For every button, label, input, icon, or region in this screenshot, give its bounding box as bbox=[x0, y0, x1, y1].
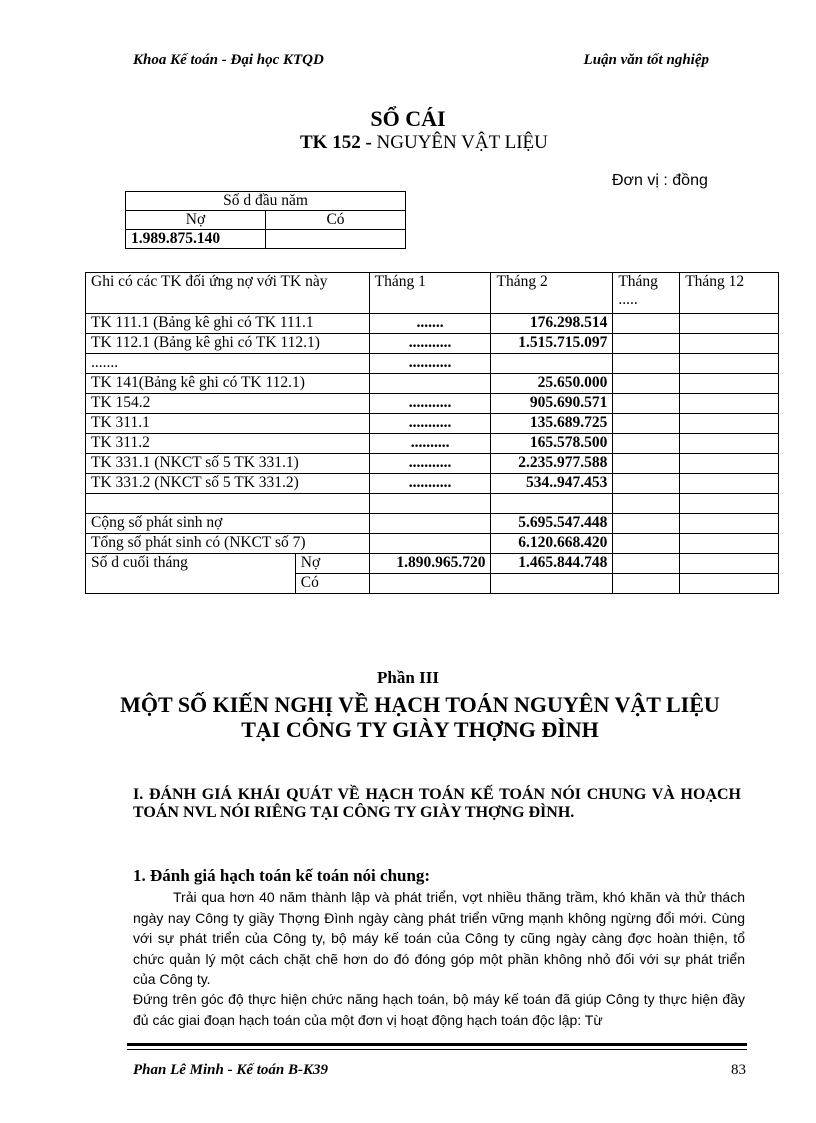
table-row bbox=[86, 314, 779, 334]
row-month2: 2.235.977.588 bbox=[491, 454, 613, 474]
ledger-header-month1: Tháng 1 bbox=[369, 273, 491, 314]
opening-balance-table bbox=[125, 191, 406, 249]
table-row bbox=[86, 454, 779, 474]
row-month1: ........... bbox=[369, 394, 491, 414]
table-row bbox=[86, 334, 779, 354]
row-label: TK 141(Bảng kê ghi có TK 112.1) bbox=[86, 374, 370, 394]
row-label: TK 311.1 bbox=[86, 414, 370, 434]
account-name: NGUYÊN VẬT LIỆU bbox=[376, 132, 548, 153]
row-label: TK 112.1 (Bảng kê ghi có TK 112.1) bbox=[86, 334, 370, 354]
opening-debit-label: Nợ bbox=[126, 211, 266, 230]
table-row bbox=[86, 354, 779, 374]
opening-debit-value: 1.989.875.140 bbox=[126, 230, 266, 249]
row-month2: 176.298.514 bbox=[491, 314, 613, 334]
row-month2 bbox=[491, 354, 613, 374]
row-month2: 25.650.000 bbox=[491, 374, 613, 394]
closing-label: Số d cuối tháng bbox=[86, 554, 296, 594]
closing-debit-month1: 1.890.965.720 bbox=[369, 554, 491, 574]
row-month2: 165.578.500 bbox=[491, 434, 613, 454]
ledger-header-account: Ghi có các TK đối ứng nợ với TK này bbox=[86, 273, 370, 314]
paragraph-2: Đứng trên góc độ thực hiện chức năng hạch toán, bộ máy kế toán đã giúp Công ty thực hiện đầy đủ các giai đoạn hạch toán của một đơn vị hoạt động hạch toán độc lập: Từ bbox=[133, 991, 745, 1028]
row-month1: ........... bbox=[369, 474, 491, 494]
ledger-header-month2: Tháng 2 bbox=[491, 273, 613, 314]
footer-rule-thin bbox=[127, 1049, 747, 1050]
row-month1: ........... bbox=[369, 414, 491, 434]
table-row bbox=[86, 474, 779, 494]
table-row bbox=[86, 414, 779, 434]
row-month2: 534..947.453 bbox=[491, 474, 613, 494]
page-number: 83 bbox=[731, 1062, 746, 1078]
ledger-table bbox=[85, 272, 779, 594]
row-month2: 1.515.715.097 bbox=[491, 334, 613, 354]
part-number: Phần III bbox=[377, 668, 439, 687]
account-code: TK 152 - bbox=[300, 132, 372, 153]
page-title: SỔ CÁI bbox=[370, 106, 446, 131]
account-title bbox=[300, 132, 548, 154]
row-month1: ........... bbox=[369, 334, 491, 354]
opening-credit-label: Có bbox=[266, 211, 406, 230]
header-right: Luận văn tốt nghiệp bbox=[583, 52, 709, 68]
row-month1: ....... bbox=[369, 314, 491, 334]
row-label: TK 111.1 (Bảng kê ghi có TK 111.1 bbox=[86, 314, 370, 334]
row-label: TK 154.2 bbox=[86, 394, 370, 414]
table-row bbox=[86, 394, 779, 414]
footer-rule-thick bbox=[127, 1043, 747, 1046]
table-row-total-debit bbox=[86, 514, 779, 534]
closing-credit-label: Có bbox=[295, 574, 369, 594]
row-month2: 905.690.571 bbox=[491, 394, 613, 414]
total-debit-label: Cộng số phát sinh nợ bbox=[86, 514, 370, 534]
ledger-header-month-x: Tháng ..... bbox=[613, 273, 680, 314]
row-label: TK 311.2 bbox=[86, 434, 370, 454]
table-row-total-credit bbox=[86, 534, 779, 554]
part-heading: MỘT SỐ KIẾN NGHỊ VỀ HẠCH TOÁN NGUYÊN VẬT LIỆU TẠI CÔNG TY GIÀY THỢNG ĐÌNH bbox=[120, 692, 720, 742]
header-left: Khoa Kế toán - Đại học KTQD bbox=[133, 52, 324, 68]
row-label: TK 331.1 (NKCT số 5 TK 331.1) bbox=[86, 454, 370, 474]
row-month1: .......... bbox=[369, 434, 491, 454]
row-month1 bbox=[369, 374, 491, 394]
row-label: ....... bbox=[86, 354, 370, 374]
table-row-empty bbox=[86, 494, 779, 514]
unit-label: Đơn vị : đồng bbox=[612, 172, 708, 189]
closing-debit-label: Nợ bbox=[295, 554, 369, 574]
section-title: I. ĐÁNH GIÁ KHÁI QUÁT VỀ HẠCH TOÁN KẾ TOÁN NÓI CHUNG VÀ HOẠCH TOÁN NVL NÓI RIÊNG TẠI CÔNG TY GIÀY THỢNG ĐÌNH. bbox=[133, 786, 741, 821]
ledger-header-month12: Tháng 12 bbox=[680, 273, 779, 314]
row-month2: 135.689.725 bbox=[491, 414, 613, 434]
total-credit-label: Tổng số phát sinh có (NKCT số 7) bbox=[86, 534, 370, 554]
row-month1: ........... bbox=[369, 454, 491, 474]
opening-credit-value bbox=[266, 230, 406, 249]
table-row-closing-debit bbox=[86, 554, 779, 574]
row-month1: ........... bbox=[369, 354, 491, 374]
table-row bbox=[86, 434, 779, 454]
footer-author: Phan Lê Minh - Kế toán B-K39 bbox=[133, 1062, 329, 1078]
table-row bbox=[86, 374, 779, 394]
paragraph-1: Trải qua hơn 40 năm thành lập và phát triển, vợt nhiều thăng trầm, khó khăn và thử thách ngày nay Công ty giầy Thợng Đình ngày càng phát triển vững mạnh không ngừng đổi mới. Cùng với sự phát triển của Công ty, bộ máy kế toán của Công ty cũng ngày càng đợc hoàn thiện, tổ chức quản lý một cách chặt chẽ hơn do đó đóng góp một phần không nhỏ đối với sự phát triển của Công ty. bbox=[133, 889, 745, 987]
total-credit-month2: 6.120.668.420 bbox=[491, 534, 613, 554]
total-debit-month2: 5.695.547.448 bbox=[491, 514, 613, 534]
subsection-title: 1. Đánh giá hạch toán kế toán nói chung: bbox=[133, 866, 431, 885]
closing-debit-month2: 1.465.844.748 bbox=[491, 554, 613, 574]
opening-header: Số d đầu năm bbox=[126, 192, 406, 211]
row-label: TK 331.2 (NKCT số 5 TK 331.2) bbox=[86, 474, 370, 494]
